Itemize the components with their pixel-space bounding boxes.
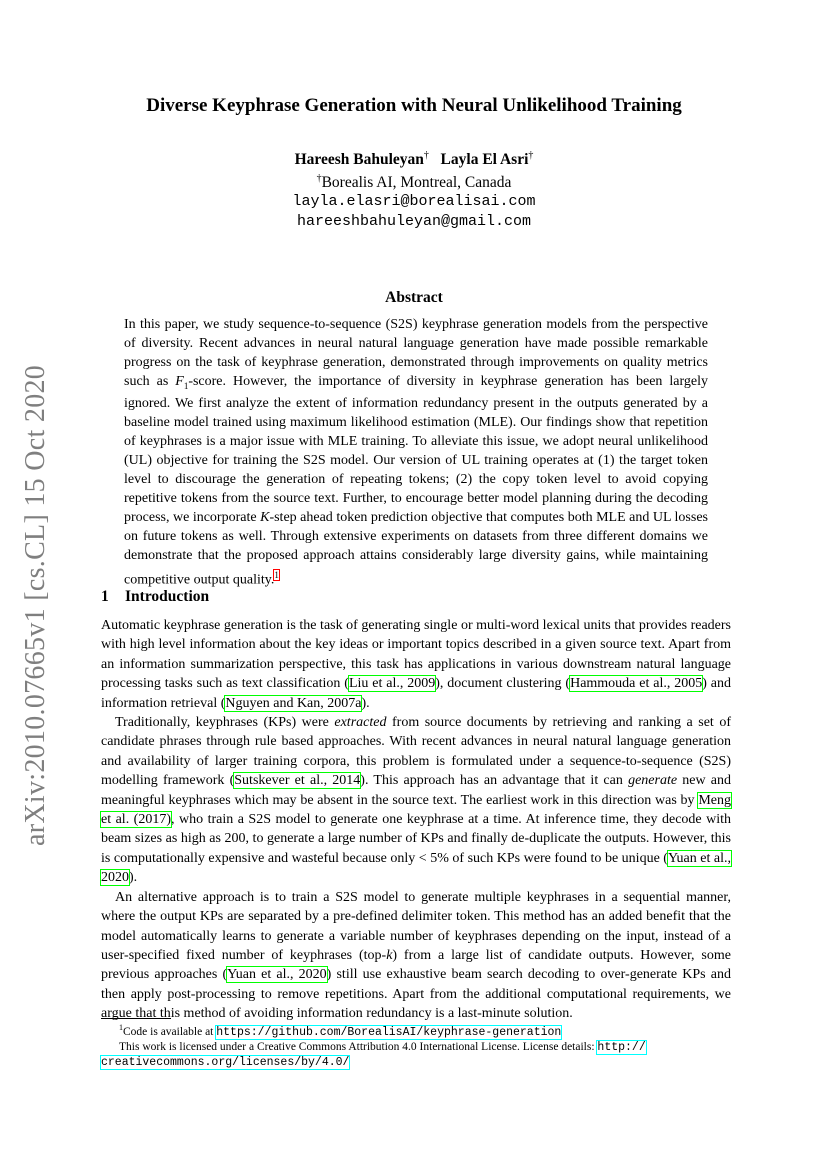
footnote-rule	[101, 1018, 171, 1019]
citation-link[interactable]: Yuan et al., 2020	[227, 967, 327, 983]
footnote-link[interactable]: 1	[274, 569, 279, 580]
affiliation	[0, 173, 828, 192]
citation-link[interactable]: Nguyen and Kan, 2007a	[225, 695, 362, 711]
license-note	[101, 1040, 731, 1055]
arxiv-stamp: arXiv:2010.07665v1 [cs.CL] 15 Oct 2020	[20, 364, 51, 846]
text: ) and information retrieval (	[101, 676, 731, 711]
author-name: Hareesh Bahuleyan	[294, 151, 424, 169]
abstract-body	[124, 316, 708, 590]
email-2: hareeshbahuleyan@gmail.com	[296, 213, 532, 230]
abstract-text: -step ahead token prediction objective that computes both MLE and UL losses on future tokens as well. Through extensive experiments on datasets from three different domains we demonstrate that the proposed approach attains considerably large diversity gains, while maintaining competitive output quality.	[124, 509, 708, 588]
text: ).	[129, 870, 138, 886]
text: ).	[361, 695, 370, 711]
paragraph	[101, 616, 731, 713]
text: from source documents by retrieving and ranking a set of candidate phrases through rule based approaches. With recent advances in neural natural language generation and availability of larger training corpora, this problem is formulated under a sequence-to-sequence (S2S) modelling framework (	[101, 715, 731, 789]
email-1: layla.elasri@borealisai.com	[292, 193, 536, 210]
text: k	[386, 947, 393, 963]
text: ) from a large list of candidate outputs. However, some previous approaches (	[101, 947, 731, 983]
text: extracted	[334, 715, 387, 731]
citation-link[interactable]: Hammouda et al., 2005	[570, 676, 703, 692]
text: ), document clustering (	[435, 676, 571, 692]
abstract-heading: Abstract	[385, 289, 443, 306]
footnote-mark: 1	[119, 1023, 123, 1032]
text: Traditionally, keyphrases (KPs) were	[115, 715, 335, 731]
author-list	[0, 150, 828, 169]
paper-title: Diverse Keyphrase Generation with Neural Unlikelihood Training	[146, 95, 682, 116]
affiliation-text: Borealis AI, Montreal, Canada	[321, 174, 512, 192]
section-number: 1	[101, 588, 109, 605]
text: Automatic keyphrase generation is the task of generating single or multi-word lexical units that provides readers with high level information about the key ideas or important topics described in a given source text. Apart from an information summarization perspective, this task has applications in various downstream natural language processing tasks such as text classification (	[101, 618, 731, 692]
affiliation-mark: †	[316, 173, 322, 184]
footnote-text: Code is available at	[123, 1025, 217, 1038]
paragraph	[101, 888, 731, 1024]
section-title: Introduction	[125, 588, 210, 605]
text: An alternative approach is to train a S2S model to generate multiple keyphrases in a sequential manner, where the output KPs are separated by a pre-defined delimiter token. This method has an added benefit that the model automatically learns to generate a variable number of keyphrases depending on the input, instead of a user-specified fixed number of keyphrases (top-	[101, 889, 731, 963]
footnote-1	[101, 1021, 731, 1040]
text: generate	[628, 773, 678, 789]
license-note-cont	[101, 1055, 731, 1070]
abstract-text: In this paper, we study sequence-to-sequence (S2S) keyphrase generation models from the perspective of diversity. Recent advances in neural natural language generation have made possible remarkable progress on the task of keyphrase generation, demonstrated through improvements on quality metrics such as	[124, 317, 708, 389]
f1-variable: F	[175, 373, 184, 389]
text: ) still use exhaustive beam search decoding to over-generate KPs and then apply post-processing to remove repetitions. Apart from the additional computational requirements, we argue that this method of avoiding information redundancy is a last-minute solution.	[101, 967, 732, 1022]
intro-body	[101, 616, 731, 1024]
text: new and meaningful keyphrases which may be absent in the source text. The earliest work in this direction was by	[101, 773, 731, 808]
license-url-link-cont[interactable]: creativecommons.org/licenses/by/4.0/	[101, 1055, 350, 1069]
f1-subscript: 1	[183, 380, 189, 391]
abstract-text: -score. However, the importance of diversity in keyphrase generation has been largely ignored. We first analyze the extent of information redundancy present in the outputs generated by a baseline model trained using maximum likelihood estimation (MLE). Our findings show that repetition of keyphrases is a major issue with MLE training. To alleviate this issue, we adopt neural unlikelihood (UL) objective for training the S2S model. Our version of UL training operates at (1) the target token level to discourage the generation of repeating tokens; (2) the copy token level to avoid copying repetitive tokens from the source text. Further, to encourage better model planning during the decoding process, we incorporate	[124, 373, 708, 525]
author-mark: †	[423, 150, 429, 161]
author-name: Layla El Asri	[440, 151, 529, 169]
license-url-link[interactable]: http://	[597, 1040, 646, 1054]
text: ). This approach has an advantage that it can	[360, 773, 629, 789]
text: , who train a S2S model to generate one keyphrase at a time. At inference time, they decode with beam sizes as high as 200, to generate a large number of KPs and finally de-duplicate the outputs. However, this is computationally expensive and wasteful because only < 5% of such KPs were found to be unique (	[101, 812, 731, 866]
citation-link[interactable]: Liu et al., 2009	[348, 676, 436, 692]
license-text: This work is licensed under a Creative Commons Attribution 4.0 International License. License details:	[119, 1040, 598, 1053]
code-url-link[interactable]: https://github.com/BorealisAI/keyphrase-generation	[216, 1025, 562, 1039]
section-heading	[101, 588, 209, 606]
paragraph	[101, 713, 731, 888]
citation-link[interactable]: Sutskever et al., 2014	[234, 773, 361, 789]
author-mark: †	[528, 150, 534, 161]
footnotes	[101, 1021, 731, 1070]
k-variable: K	[260, 509, 270, 525]
citation-link[interactable]: Meng et al. (2017)	[101, 792, 731, 828]
citation-link[interactable]: Yuan et al., 2020	[101, 850, 731, 886]
